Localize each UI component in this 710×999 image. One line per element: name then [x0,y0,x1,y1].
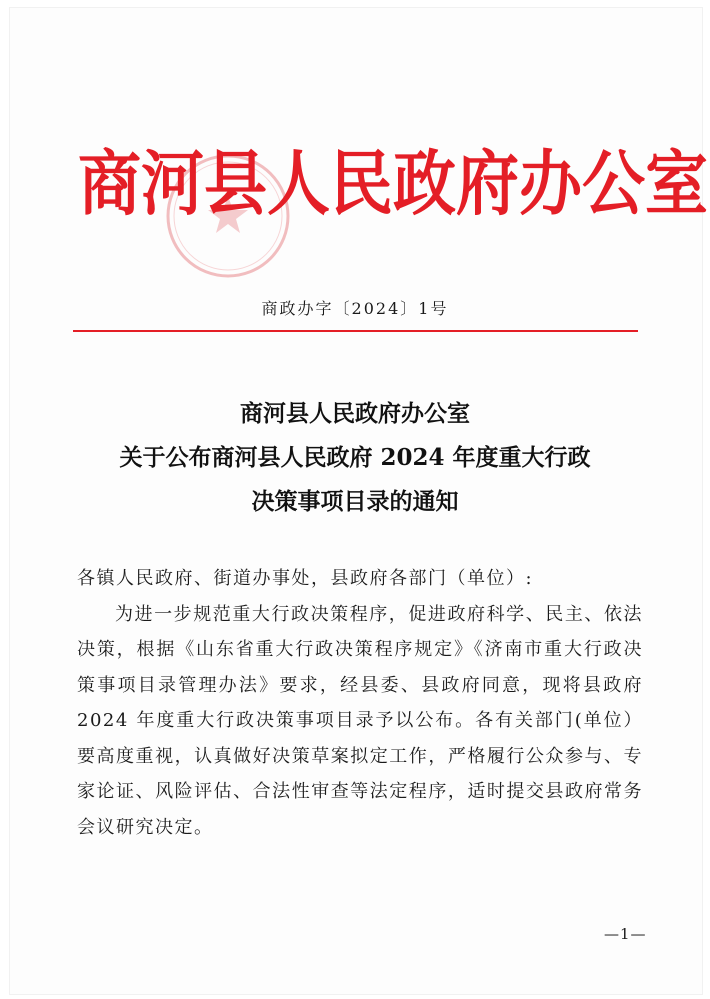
body-paragraph: 为进一步规范重大行政决策程序，促进政府科学、民主、依法决策，根据《山东省重大行政决策程序规定》《济南市重大行政决策事项目录管理办法》要求，经县委、县政府同意，现将县政府 2024 年度重大行政决策事项目录予以公布。各有关部门(单位）要高度重视，认真做好决策草案拟定工作，严格履行公众参与、专家论证、风险评估、合法性审查等法定程序，适时提交县政府常务会议研究决定。 [77,603,643,838]
title-line-3: 决策事项目录的通知 [251,488,459,515]
red-divider-line [73,330,638,332]
title-line-1: 商河县人民政府办公室 [240,400,470,427]
page-number: —1— [604,925,647,943]
title-line-2: 关于公布商河县人民政府 2024 年度重大行政 [119,444,591,471]
document-body [77,561,643,845]
document-number: 商政办字〔2024〕1号 [261,299,449,318]
issuing-agency-title: 商河县人民政府办公室 [78,142,708,225]
salutation: 各镇人民政府、街道办事处，县政府各部门（单位）: [77,568,534,589]
document-title [60,392,650,524]
